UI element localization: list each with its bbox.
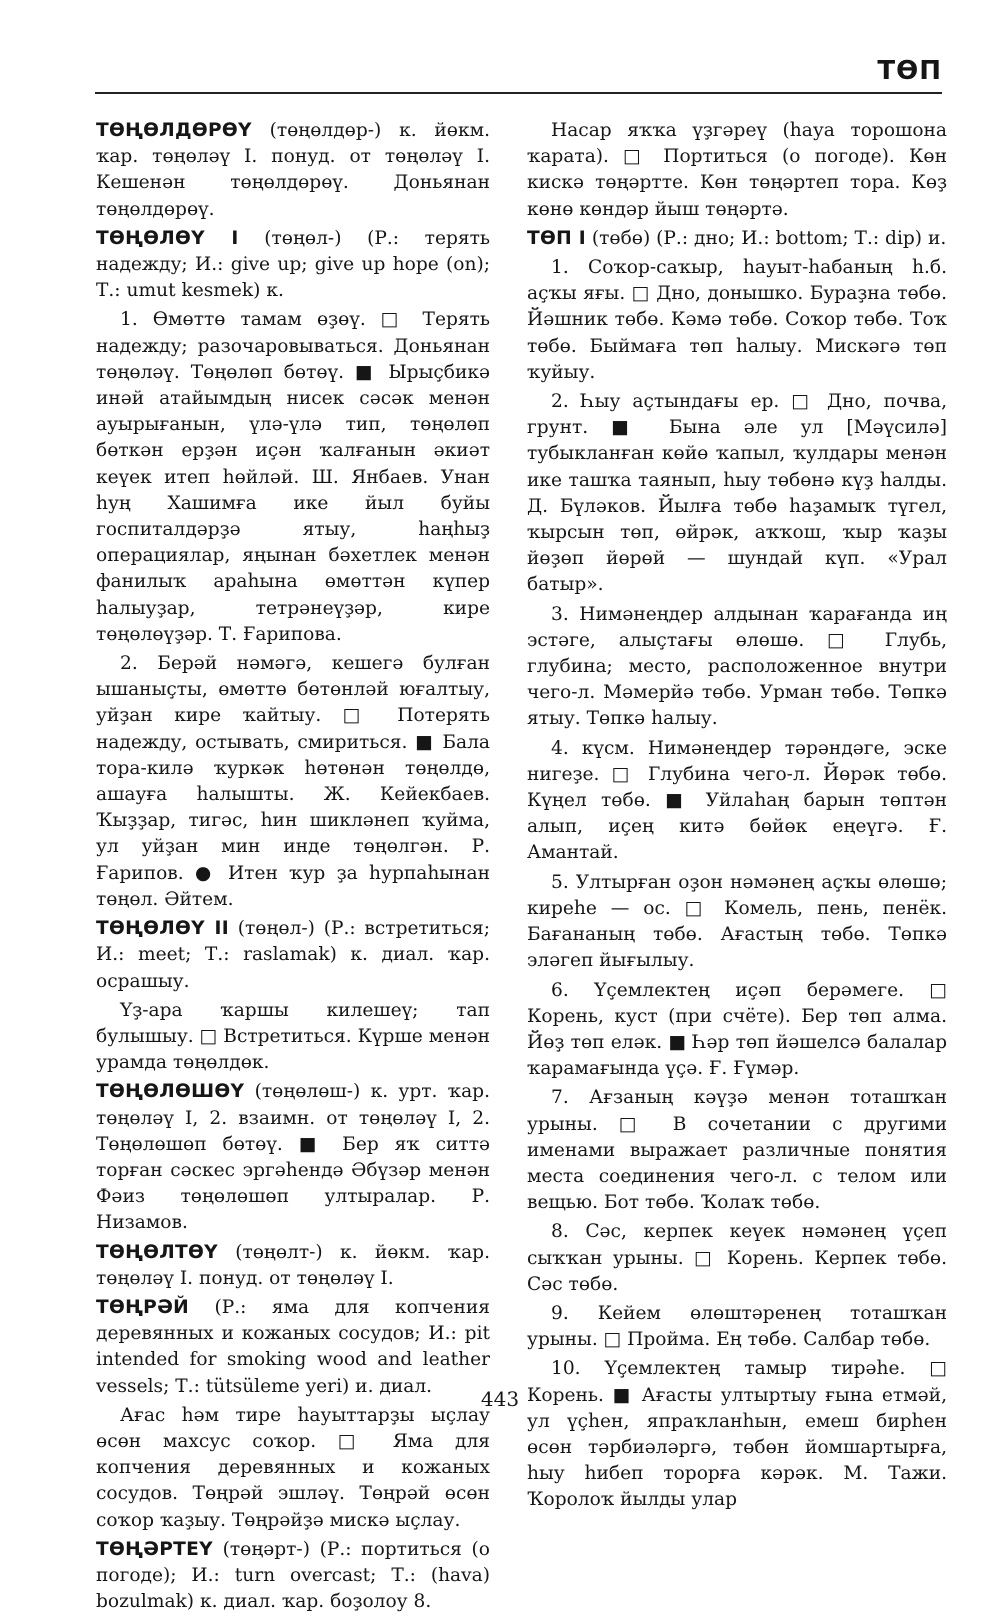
page-header	[95, 52, 942, 94]
sense-paragraph: 4. күсм. Нимәнеңдер тәрәндәге, эске нигеҙе. □ Глубина чего-л. Йөрәк төбө. Күңел төбө. ■ Уйлаһаң барын төптән алып, иҫең китә бөйөк еңеүгә. Ғ. Амантай.	[527, 737, 947, 864]
headword: ТӨП I	[527, 227, 586, 249]
sense-paragraph: 10. Үҫемлектең тамыр тирәһе. □ Корень. ■ Ағасты ултыртыу ғына етмәй, ул үҫһен, япраҡланһын, емеш бирһен өсөн тәрбиәләргә, төбөн йомшартырға, һыу һибеп торорға кәрәк. М. Тажи. Ҡоролоҡ йылды улар	[527, 1358, 947, 1511]
sense-paragraph: 1. Соҡор-саҡыр, һауыт-һабаның һ.б. аҫҡы яғы. □ Дно, донышко. Бураҙна төбө. Йәшник төбө. Кәмә төбө. Соҡор төбө. Тоҡ төбө. Быймаға төп һалыу. Мискәгә төп ҡуйыу.	[527, 257, 947, 383]
sense-paragraph: 9. Кейем өлөштәренең тоташҡан урыны. □ Пройма. Ең төбө. Салбар төбө.	[527, 1302, 947, 1351]
page-number: 443	[480, 1387, 520, 1411]
headword: ТӨҢРӘЙ	[96, 1296, 190, 1318]
sense-paragraph: Ағас һәм тире һауыттарҙы ыҫлау өсөн махсус соҡор. □ Яма для копчения деревянных и кожаных сосудов. Төңрәй эшләү. Төңрәй өсөн соҡор ҡаҙыу. Төңрәйҙә мискә ыҫлау.	[96, 1404, 490, 1531]
headword: ТӨҢӘРТЕҮ	[96, 1538, 213, 1560]
sense-paragraph: 6. Үҫемлектең иҫәп берәмеге. □ Корень, куст (при счёте). Бер төп алма. Йөҙ төп еләк. ■ Һәр төп йәшелсә балалар ҡарамағында үҫә. Ғ. Ғүмәр.	[527, 979, 947, 1080]
headword: ТӨҢӨЛӨҮ II	[96, 918, 229, 940]
dictionary-entry	[96, 1079, 490, 1236]
running-head: ТӨП	[877, 56, 942, 86]
sense-paragraph: Үҙ-ара ҡаршы килешеү; тап булышыу. □ Встретиться. Күрше менән урамда төңөлдөк.	[96, 999, 490, 1074]
entry-definition: (Р.: яма для копчения деревянных и кожаных сосудов; И.: pit intended for smoking wood and leather vessels; Т.: tütsüleme yeri) и. диал.	[96, 1296, 490, 1397]
sense-paragraph: Насар яҡҡа үҙгәреү (һауа торошона ҡарата). □ Портиться (о погоде). Көн кискә төңәртте. Көн төңәртеп тора. Көҙ көнө көндәр йыш төңәртә.	[527, 120, 947, 220]
entry-definition: (төңөлт-) к. йөкм. ҡар. төңөләү I. понуд. от төңөләү I.	[96, 1241, 490, 1289]
headword: ТӨҢӨЛӨҮ I	[96, 227, 239, 249]
sense-paragraph: 2. Берәй нәмәгә, кешегә булған ышаныҫты, өмөттө бөтөнләй юғалтыу, уйҙан кире ҡайтыу. □ Потерять надежду, остывать, смириться. ■ Бала тора-килә ҡуркәк һөтөнән төңөлдө, ашауға һалышты. Ж. Кейекбаев. Ҡыҙҙар, тигәс, һин шикләнеп ҡуйма, ул уйҙан мин инде төңөлгән. Р. Ғарипов. ● Итен ҡур ҙа һурпаһынан төңөл. Әйтем.	[96, 653, 490, 910]
headword: ТӨҢӨЛДӨРӨҮ	[96, 120, 252, 141]
dictionary-entry	[96, 916, 490, 995]
dictionary-entry	[96, 1537, 490, 1616]
sense-paragraph: 8. Сәс, керпек кеүек нәмәнең үҫеп сыҡҡан урыны. □ Корень. Керпек төбө. Сәс төбө.	[527, 1221, 947, 1295]
sense-paragraph: 1. Өмөттө тамам өҙөү. □ Терять надежду; разочаровываться. Доньянан төңөләү. Төңөлөп бөтөү. ■ Ырыҫбикә инәй атайымдың нисек сәсәк менән ауырығанын, үлә-үлә тип, төңөлөп бөткән ерҙән иҫән ҡалғанын әкиәт кеүек итеп һөйләй. Ш. Янбаев. Унан һуң Хашимға ике йыл буйы госпиталдәрҙә ятыу, һаңһыҙ операциялар, яңынан бәхетлек менән фанилыҡ араһына өмөттән күпер һалыуҙар, тетрәнеүҙәр, кире төңөлөүҙәр. Т. Ғарипова.	[96, 309, 490, 645]
sense-paragraph: 3. Нимәнеңдер алдынан ҡарағанда иң эстәге, алыҫтағы өлөшө. □ Глубь, глубина; место, расположенное внутри чего-л. Мәмерйә төбө. Урман төбө. Төпкә ятыу. Төпкә һалыу.	[527, 603, 947, 730]
dictionary-entry	[96, 1295, 490, 1400]
dictionary-entry	[527, 226, 947, 252]
dictionary-entry	[96, 118, 490, 223]
entry-definition: (төбө) (Р.: дно; И.: bottom; Т.: dip) и.	[585, 227, 947, 249]
sense-paragraph: 7. Ағзаның кәүҙә менән тоташҡан урыны. □ В сочетании с другими именами выражает различные понятия места соединения чего-л. с телом или вещью. Бот төбө. Ҡолаҡ төбө.	[527, 1087, 947, 1214]
dictionary-entry	[96, 1240, 490, 1292]
dictionary-entry	[96, 226, 490, 305]
sense-paragraph: 5. Ултырған оҙон нәмәнең аҫҡы өлөшө; киреһе — ос. □ Комель, пень, пенёк. Бағананың төбө. Ағастың төбө. Төпкә эләгеп йығылыу.	[527, 871, 947, 972]
entry-definition: (төңәрт-) (Р.: портиться (о погоде); И.: turn overcast; Т.: (hava) bozulmak) к. диал. ҡар. боҙолоу 8.	[96, 1538, 490, 1613]
headword: ТӨҢӨЛТӨҮ	[96, 1241, 218, 1263]
entry-definition: (төңөлдөр-) к. йөкм. ҡар. төңөләү I. понуд. от төңөләү I. Кешенән төңөлдөрөү. Доньянан төңөлдөрөү.	[96, 120, 490, 220]
entry-definition: (төңөл-) (Р.: терять надежду; И.: give up; give up hope (on); Т.: umut kesmek) к.	[96, 227, 490, 302]
sense-paragraph: 2. Һыу аҫтындағы ер. □ Дно, почва, грунт. ■ Бына әле ул [Мәүсилә] тубыкланған көйө ҡапыл, ҡулдары менән ике ташҡа таянып, һыу төбөнә күҙ һалды. Д. Бүләков. Йылға төбө һаҙамыҡ түгел, ҡырсын төп, өйрәк, аҡҡош, ҡыр ҡаҙы йөҙөп йөрөй — шундай күп. «Урал батыр».	[527, 391, 947, 596]
entry-definition: (төңөлөш-) к. урт. ҡар. төңөләү I, 2. взаимн. от төңөләү I, 2. Төңөлөшөп бөтөү. ■ Бер яҡ ситтә торған сәскес эргәһендә Әбүзәр менән Фәиз төңөлөшөп ултыралар. Р. Низамов.	[96, 1081, 490, 1234]
headword: ТӨҢӨЛӨШӨҮ	[96, 1081, 245, 1103]
entry-definition: (төңөл-) (Р.: встретиться; И.: meet; Т.: raslamak) к. диал. ҡар. осрашыу.	[96, 918, 490, 992]
right-column	[527, 118, 947, 1517]
